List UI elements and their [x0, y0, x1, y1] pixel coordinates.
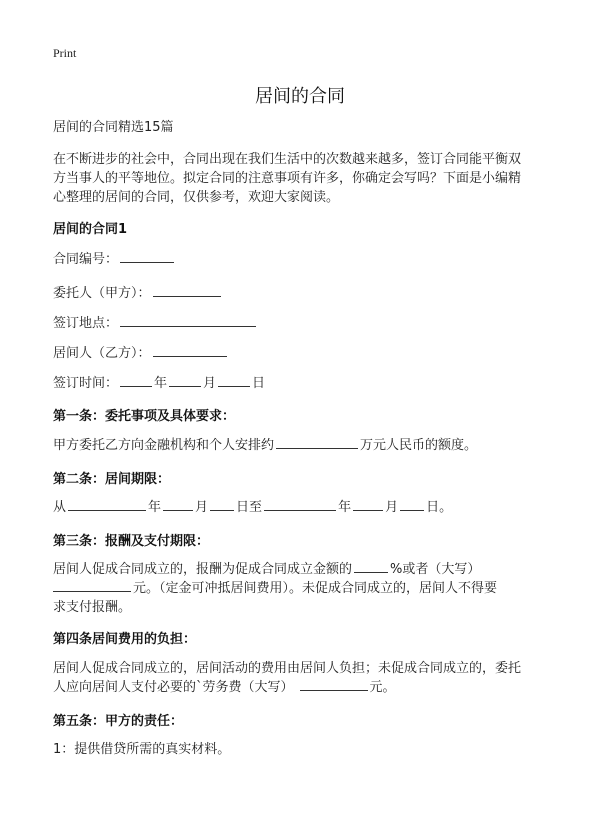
article-4-line1: 居间人促成合同成立的，居间活动的费用由居间人负担；未促成合同成立的，委托 [53, 661, 522, 676]
article-1-text-after: 万元人民币的额度。 [360, 438, 478, 453]
section-title: 居间的合同1 [53, 222, 128, 237]
sign-year-blank[interactable] [120, 385, 152, 387]
article-4-line2-after: 元。 [369, 680, 396, 695]
month-label: 月 [203, 376, 217, 391]
article-4-heading: 第四条居间费用的负担： [53, 632, 197, 647]
end-day-blank[interactable] [400, 509, 424, 511]
intro-line-2: 方当事人的平等地位。拟定合同的注意事项有许多，你确定会写吗？下面是小编精 [53, 171, 522, 186]
year-label: 年 [154, 376, 168, 391]
sign-place-blank[interactable] [120, 325, 256, 327]
start-month-blank[interactable] [163, 509, 193, 511]
year-label: 年 [338, 500, 352, 515]
party-a-field [53, 284, 223, 303]
contract-no-blank[interactable] [120, 261, 174, 263]
sign-place-field [53, 314, 258, 333]
intro-line-3: 心整理的居间的合同，仅供参考，欢迎大家阅读。 [53, 190, 340, 205]
sign-time-field [53, 374, 265, 393]
sign-day-blank[interactable] [218, 385, 250, 387]
party-a-blank[interactable] [153, 295, 221, 297]
day-end-label: 日。 [426, 500, 453, 515]
amount-blank[interactable] [276, 447, 358, 449]
article-2-text [53, 498, 452, 517]
article-2-heading: 第二条：居间期限： [53, 472, 171, 487]
subtitle: 居间的合同精选15篇 [53, 120, 174, 135]
article-1-text-before: 甲方委托乙方向金融机构和个人安排约 [53, 438, 275, 453]
print-link[interactable]: Print [53, 46, 77, 60]
party-a-label: 委托人（甲方）： [53, 286, 151, 301]
party-b-blank[interactable] [153, 355, 227, 357]
article-3-line1-before: 居间人促成合同成立的，报酬为促成合同成立金额的 [53, 562, 353, 577]
contract-no-label: 合同编号： [53, 252, 119, 267]
labor-fee-blank[interactable] [300, 689, 368, 691]
party-b-field [53, 344, 229, 363]
article-5-item-1: 1：提供借贷所需的真实材料。 [53, 742, 231, 757]
article-5-heading: 第五条：甲方的责任： [53, 714, 184, 729]
end-year-blank[interactable] [264, 509, 336, 511]
year-label: 年 [148, 500, 162, 515]
month-label: 月 [385, 500, 399, 515]
day-to-label: 日至 [236, 500, 263, 515]
article-3-line3: 求支付报酬。 [53, 600, 132, 615]
article-3-line2: 元。（定金可冲抵居间费用）。未促成合同成立的，居间人不得要 [133, 581, 498, 596]
start-year-blank[interactable] [68, 509, 146, 511]
sign-month-blank[interactable] [169, 385, 201, 387]
month-label: 月 [195, 500, 209, 515]
percent-blank[interactable] [354, 571, 388, 573]
day-label: 日 [252, 376, 266, 391]
party-b-label: 居间人（乙方）： [53, 346, 151, 361]
article-1-heading: 第一条：委托事项及具体要求： [53, 409, 236, 424]
sign-place-label: 签订地点： [53, 316, 119, 331]
article-3-line1-after: %或者（大写） [390, 562, 481, 577]
start-day-blank[interactable] [210, 509, 234, 511]
from-label: 从 [53, 500, 67, 515]
intro-paragraph [53, 150, 521, 207]
article-3-heading: 第三条：报酬及支付期限： [53, 534, 210, 549]
article-4-line2-before: 人应向居间人支付必要的`劳务费（大写） [53, 680, 294, 695]
page-title: 居间的合同 [255, 86, 345, 107]
contract-no-field [53, 250, 176, 269]
article-4-text [53, 659, 521, 697]
article-3-text [53, 560, 497, 617]
sign-time-label: 签订时间： [53, 376, 119, 391]
article-1-text [53, 436, 477, 455]
intro-line-1: 在不断进步的社会中，合同出现在我们生活中的次数越来越多，签订合同能平衡双 [53, 152, 522, 167]
end-month-blank[interactable] [353, 509, 383, 511]
fee-uppercase-blank[interactable] [53, 590, 131, 592]
